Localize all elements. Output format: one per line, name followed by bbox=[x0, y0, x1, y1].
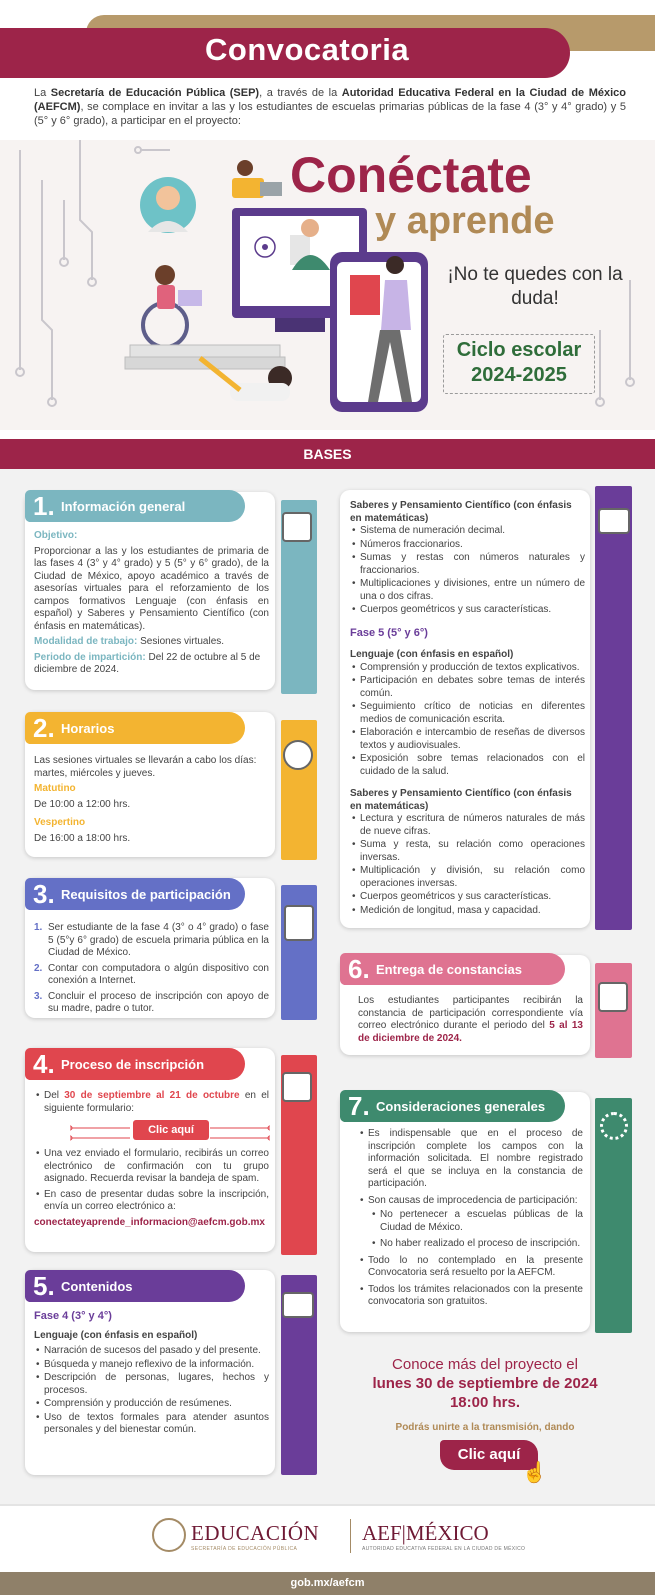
section6-body: Los estudiantes participantes recibirán la constancia de participación correspondiente vía correo electrónico durante el periodo del 5 al 13 de diciembre de 2024. bbox=[358, 995, 583, 1044]
project-title: Conéctate bbox=[290, 147, 532, 203]
section7-body: • Es indispensable que en el proceso de inscripción complete los campos con la información solicitada. El nombre registrado será el que se incluya en la constancia de participación. • Son causas de improcedencia de participación: • No pertenecer a escuelas públicas de la Ciudad de México. • No haber realizado el proceso de inscripción. • Todo lo no contemplado en la presente Convocatoria será resuelto por la AEFCM. • Todos los trámites relacionados con la presente convocatoria son gratuitos. bbox=[358, 1128, 583, 1310]
form-icon bbox=[282, 1072, 312, 1102]
section7-header: 7. Consideraciones generales bbox=[340, 1090, 565, 1122]
certificate-icon bbox=[598, 982, 628, 1012]
intro-paragraph: La Secretaría de Educación Pública (SEP), a través de la Autoridad Educativa Federal en la Ciudad de México (AEFCM), se complace en invitar a las y los estudiantes de escuelas primarias públicas de la fase 4 (3° y 4° grado) y 5 (5° y 6° grado), a participar en el proyecto: bbox=[34, 87, 626, 127]
footer-url-link[interactable]: gob.mx/aefcm bbox=[290, 1577, 365, 1589]
section1-header: 1. Información general bbox=[25, 490, 245, 522]
section6-header: 6. Entrega de constancias bbox=[340, 953, 565, 985]
aefcm-logo-subtitle: AUTORIDAD EDUCATIVA FEDERAL EN LA CIUDAD DE MÉXICO bbox=[362, 1546, 526, 1552]
gear-icon bbox=[600, 1112, 628, 1140]
event-date: lunes 30 de septiembre de 2024 bbox=[372, 1375, 598, 1392]
page-title: Convocatoria bbox=[205, 32, 410, 67]
footer-divider bbox=[0, 1504, 655, 1506]
stream-link-button[interactable]: Clic aquí bbox=[440, 1440, 538, 1470]
document-icon bbox=[282, 512, 312, 542]
pointer-hand-icon: ☝ bbox=[522, 1462, 547, 1484]
government-seal-icon bbox=[152, 1518, 186, 1552]
project-subtitle: y aprende bbox=[375, 200, 555, 242]
checklist-icon bbox=[284, 905, 314, 941]
event-intro: Conoce más del proyecto el bbox=[392, 1356, 578, 1373]
open-book-icon bbox=[598, 508, 630, 534]
school-cycle: Ciclo escolar 2024-2025 bbox=[456, 339, 582, 386]
open-book-icon bbox=[282, 1292, 314, 1318]
section4-header: 4. Proceso de inscripción bbox=[25, 1048, 245, 1080]
aefcm-logo: AEF|MÉXICO bbox=[362, 1521, 489, 1545]
section4-body-more: • Una vez enviado el formulario, recibirás un correo electrónico de confirmación con tu grupo asignado. Recuerda revisar la bandeja de spam. • En caso de presentar dudas sobre la inscripción, envía un correo electrónico a: conectateyaprende_informacion@aefcm.gob.mx bbox=[34, 1148, 269, 1232]
section1-body: Objetivo: Proporcionar a las y los estudiantes de primaria de las fases 4 (3° y 4° grado) y 5 (5° y 6° grado), de la Ciudad de México, apoyo académico a través de asesorías virtuales para el reforzamiento de los campos formativos Lenguaje (con énfasis en español) y Saberes y Pensamiento Científico (con énfasis en matemáticas). Modalidad de trabajo: Sesiones virtuales. Periodo de impartición: Del 22 de octubre al 5 de diciembre de 2024. bbox=[34, 530, 269, 675]
section4-body: • Del 30 de septiembre al 21 de octubre en el siguiente formulario: bbox=[34, 1090, 269, 1116]
contact-email-link[interactable]: conectateyaprende_informacion@aefcm.gob.mx bbox=[34, 1216, 265, 1228]
section5-body: Fase 4 (3° y 4°) Lenguaje (con énfasis en español) • Narración de sucesos del pasado y del presente. • Búsqueda y manejo reflexivo de la información. • Descripción de personas, lugares, hechos y procesos. • Comprensión y producción de resúmenes. • Uso de textos formales para atender asuntos personales y del bienestar común. bbox=[34, 1310, 269, 1438]
sep-logo: EDUCACIÓN bbox=[191, 1521, 320, 1545]
sep-logo-subtitle: SECRETARÍA DE EDUCACIÓN PÚBLICA bbox=[191, 1546, 298, 1552]
event-time: 18:00 hrs. bbox=[449, 1394, 521, 1411]
section2-header: 2. Horarios bbox=[25, 712, 245, 744]
section3-header: 3. Requisitos de participación bbox=[25, 878, 245, 910]
register-link-button[interactable]: Clic aquí bbox=[133, 1120, 209, 1140]
section5-header: 5. Contenidos bbox=[25, 1270, 245, 1302]
section5b-body: Saberes y Pensamiento Científico (con énfasis en matemáticas) • Sistema de numeración decimal. • Números fraccionarios. • Sumas y restas con números naturales y fraccionarios. • Multiplicaciones y divisiones, entre un número de una o dos cifras. • Cuerpos geométricos y sus características. Fase 5 (5° y 6°) Lenguaje (con énfasis en español) • Comprensión y producción de textos explicativos. • Participación en debates sobre temas de interés común. • Seguimiento crítico de noticias en diferentes medios de comunicación escrita. • Elaboración e intercambio de reseñas de diversos textos y audiovisuales. • Exposición sobre temas relacionados con el cuidado de la salud. Saberes y Pensamiento Científico (con énfasis en matemáticas) • Lectura y escritura de números naturales de más de nueve cifras. • Suma y resta, su relación como operaciones inversas. • Multiplicación y división, su relación como operaciones inversas. • Cuerpos geométricos y sus características. • Medición de longitud, masa y capacidad. bbox=[350, 500, 585, 918]
logo-divider bbox=[350, 1519, 351, 1553]
section5b-sidebar bbox=[595, 486, 632, 930]
clock-icon bbox=[283, 740, 313, 770]
tagline: ¡No te quedes con la duda! bbox=[447, 264, 623, 309]
section3-body: 1. Ser estudiante de la fase 4 (3° o 4° grado) o fase 5 (5°y 6° grado) de escuela primaria pública en la Ciudad de México. 2. Contar con computadora o algún dispositivo con conexión a Internet. 3. Concluir el proceso de inscripción con apoyo de su madre, padre o tutor. bbox=[34, 922, 269, 1017]
event-cta-text: Podrás unirte a la transmisión, dando bbox=[395, 1422, 575, 1433]
bases-title: BASES bbox=[303, 446, 352, 462]
section2-body: Las sesiones virtuales se llevarán a cabo los días: martes, miércoles y jueves. Matutino De 10:00 a 12:00 hrs. Vespertino De 16:00 a 18:00 hrs. bbox=[34, 755, 257, 844]
